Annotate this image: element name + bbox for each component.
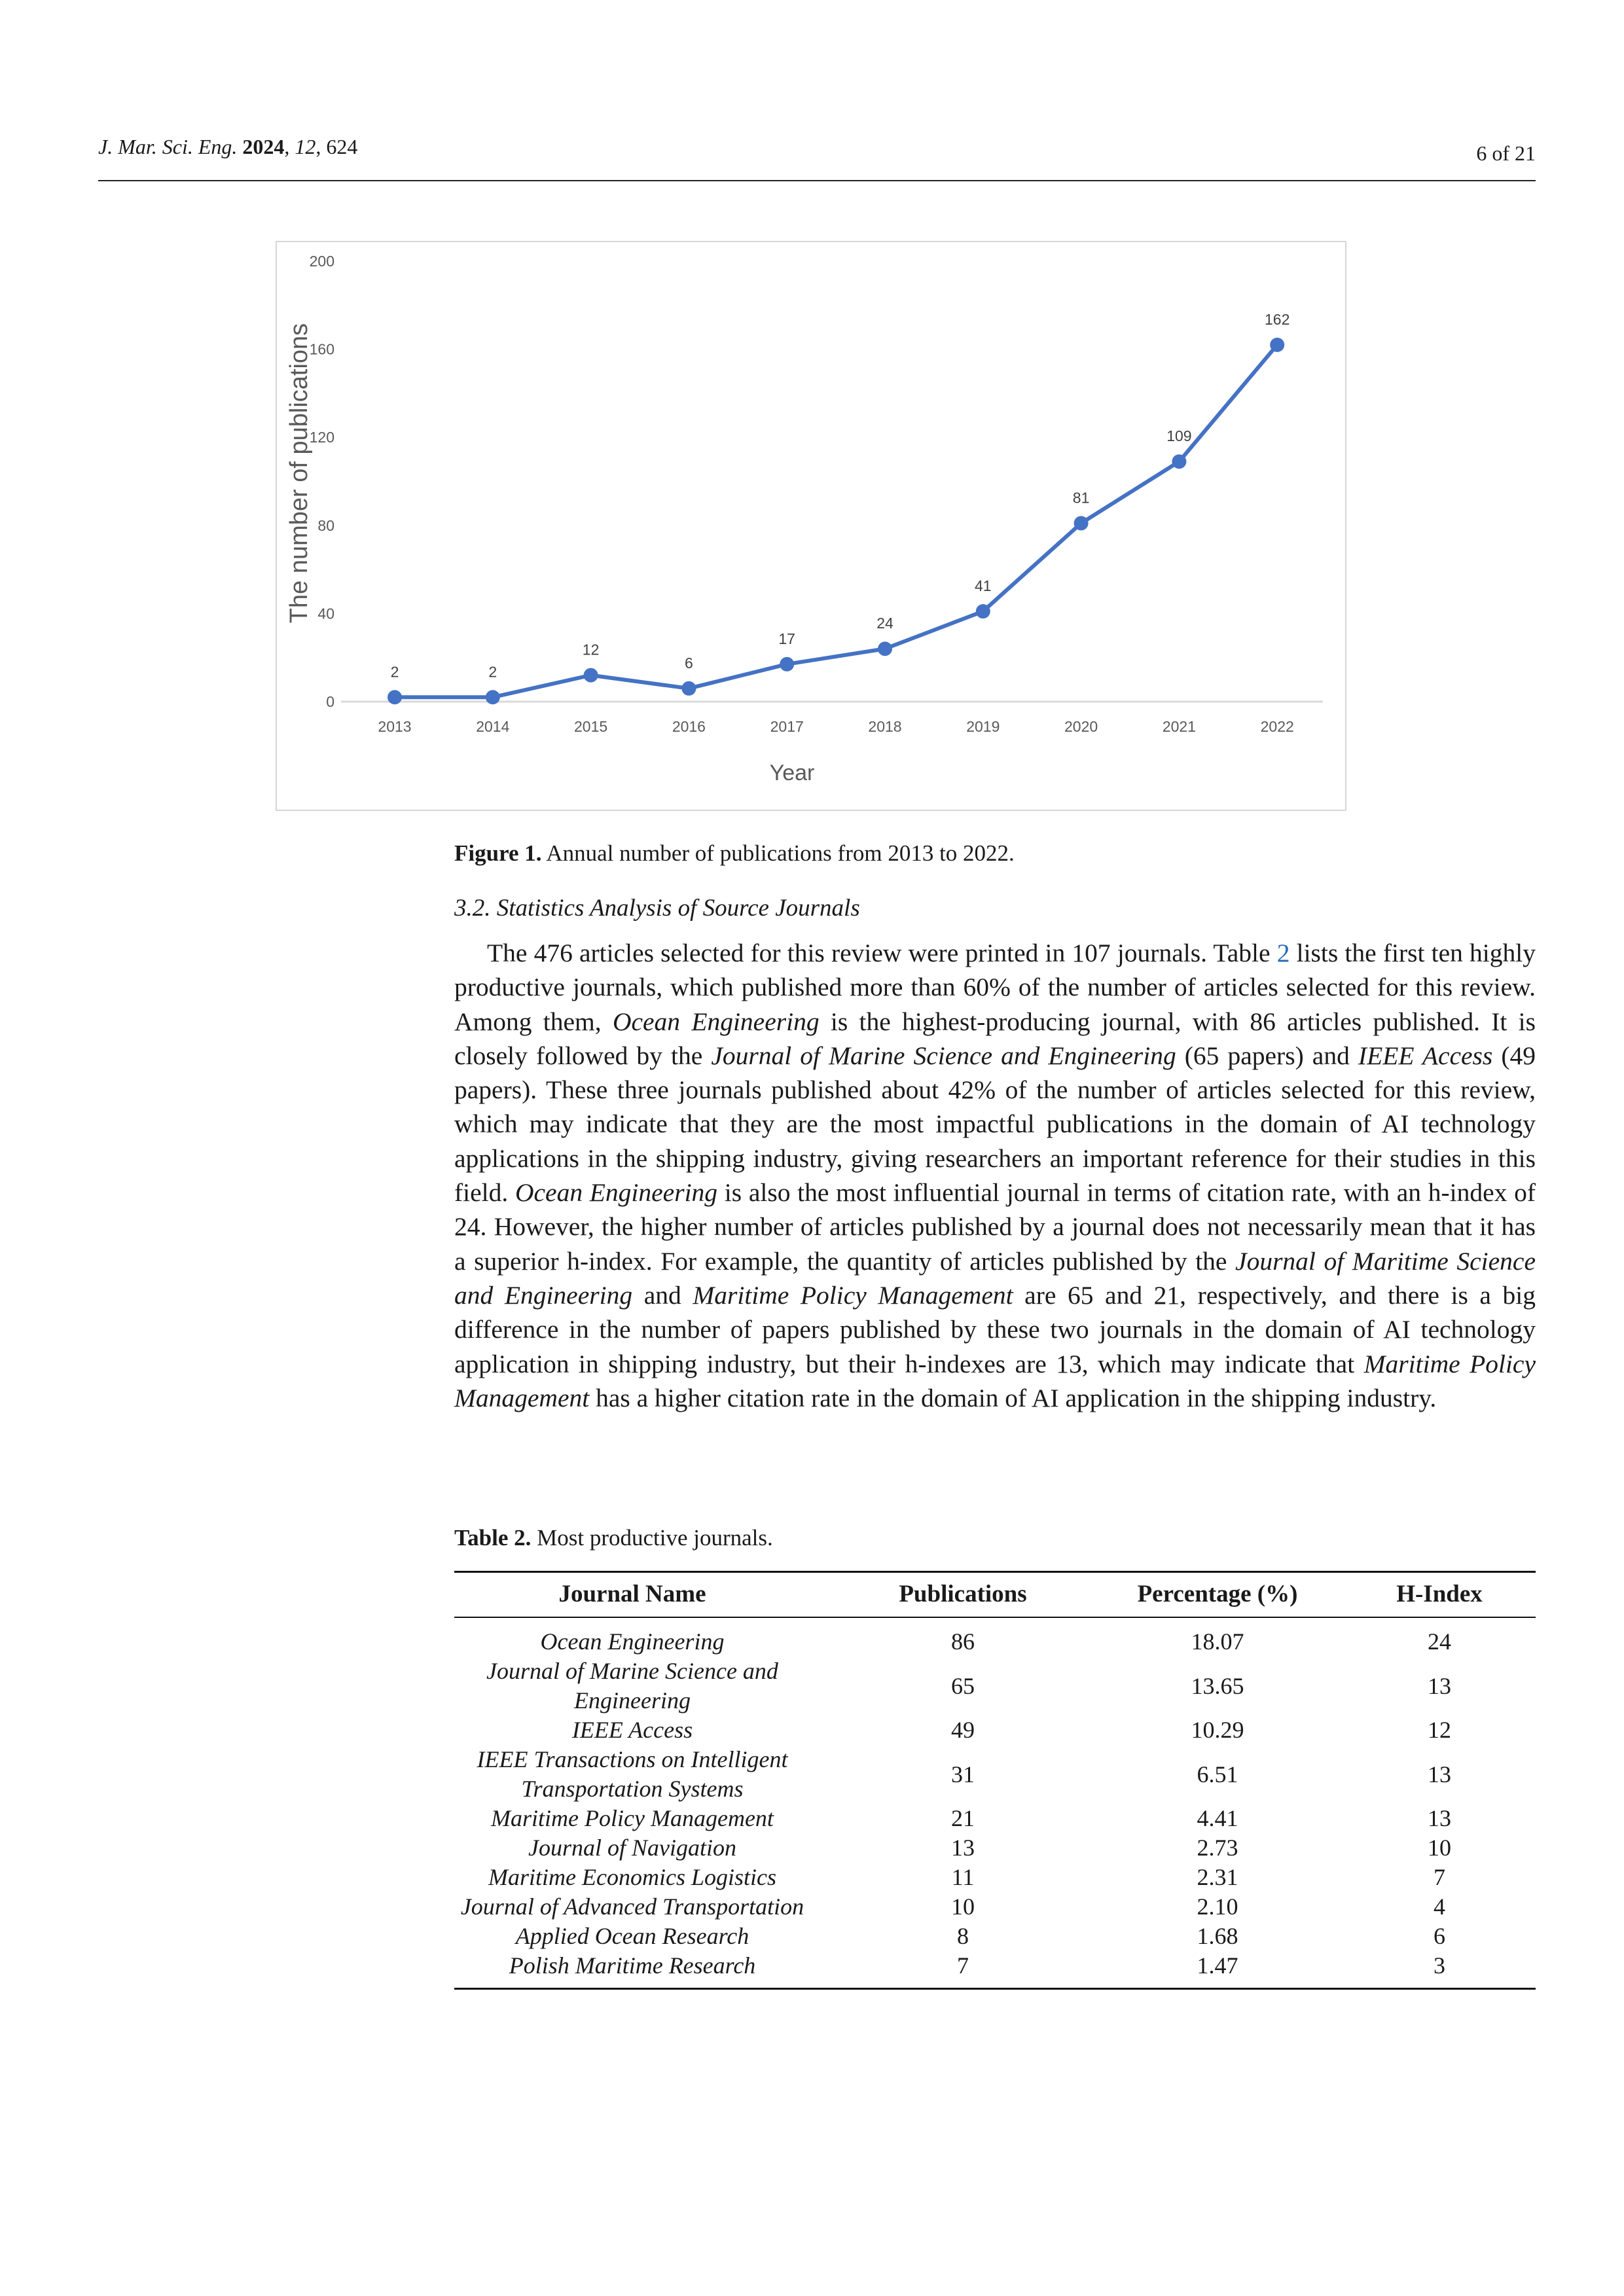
table-top-rule [454,1571,1536,1573]
publications-cell: 8 [957,1923,969,1949]
data-label: 17 [778,630,795,647]
publications-cell: 49 [951,1717,975,1743]
journal-name-cell [454,1657,810,1715]
figure-caption-text: Annual number of publications from 2013 to 2022. [546,840,1015,866]
table-caption [454,1525,773,1551]
h-index-cell: 12 [1428,1717,1451,1743]
h-index-cell: 13 [1428,1761,1451,1787]
header-percentage: Percentage (%) [1137,1581,1298,1607]
journal-year: 2024 [242,135,285,158]
journal-name-line: IEEE Transactions on Intelligent [477,1746,788,1772]
publications-line-chart [277,242,1345,810]
header-rule [98,180,1536,181]
x-axis-title: Year [769,761,815,785]
journal-name-line: Journal of Marine Science and [486,1658,778,1684]
paragraph-text: (49 papers). These three journals published about 42% of the number of articles selected for this review, which may indicate that they are the most impactful publications in the domain of AI technology applications in the shipping industry, giving researchers an important reference for their studies in this field. [454,1041,1536,1208]
journal-name-cell [454,1804,810,1833]
series-line [395,345,1277,697]
journal-name-line: Maritime Economics Logistics [488,1864,776,1890]
data-point [1074,516,1089,530]
y-tick-label: 200 [309,253,334,270]
table-reference-link[interactable]: 2 [1276,939,1290,967]
figure-caption-label: Figure 1. [454,840,542,866]
journal-name-cell [454,1863,810,1892]
publications-cell: 86 [951,1628,975,1655]
page-number: 6 of 21 [1476,141,1536,165]
h-index-cell: 3 [1434,1952,1445,1979]
journal-name-cell [454,1745,810,1804]
section-title: 3.2. Statistics Analysis of Source Journals [454,895,860,922]
table-caption-label: Table 2. [454,1525,532,1551]
publications-cell: 31 [951,1761,975,1787]
journal-title-italic: Maritime Policy Management [454,1349,1536,1412]
data-point [878,641,892,656]
y-tick-label: 0 [326,693,334,710]
paragraph-text: lists the first ten highly productive journals, which published more than 60% of the number of articles selected for this review. Among them, [454,939,1536,1036]
publications-cell: 7 [957,1952,969,1979]
data-point [681,681,696,696]
data-label: 41 [975,577,992,595]
y-tick-label: 160 [309,340,334,358]
paragraph-text: is the highest-producing journal, with 86 articles published. It is closely followed by the [454,1007,1536,1070]
percentage-cell: 2.31 [1197,1864,1238,1890]
data-point [388,690,402,704]
journal-name-line: Applied Ocean Research [515,1923,749,1949]
publications-cell: 10 [951,1893,975,1920]
data-label: 6 [685,654,693,672]
journal-abbrev: J. Mar. Sci. Eng. [98,135,238,158]
paragraph-text: The 476 articles selected for this review were printed in 107 journals. Table [487,939,1277,967]
paragraph-text: is also the most influential journal in terms of citation rate, with an h-index of 24. However, the higher number of articles published by a journal does not necessarily mean that it has a superior h-index. For example, the quantity of articles published by the [454,1178,1536,1276]
paragraph-text: are 65 and 21, respectively, and there is a big difference in the number of papers published by these two journals in the domain of AI technology application in shipping industry, but their h-indexes are 13, which may indicate that [454,1280,1536,1378]
percentage-cell: 2.10 [1197,1893,1238,1920]
journal-name-line: Polish Maritime Research [509,1952,756,1979]
figure-caption [454,840,1015,867]
h-index-cell: 4 [1434,1893,1445,1920]
x-tick-label: 2017 [770,718,804,735]
y-tick-label: 40 [317,605,334,622]
data-label: 81 [1072,489,1090,507]
x-tick-label: 2016 [672,718,706,735]
header-journal-name: Journal Name [558,1581,706,1607]
journal-name-line: Ocean Engineering [540,1628,725,1655]
h-index-cell: 13 [1428,1805,1451,1831]
data-point [976,604,990,619]
publications-cell: 11 [951,1864,975,1890]
data-label: 162 [1265,310,1290,328]
journal-name-line: IEEE Access [571,1717,693,1743]
journal-title-italic: IEEE Access [1358,1041,1493,1070]
journal-name-line: Journal of Advanced Transportation [460,1893,804,1920]
journal-title-italic: Journal of Maritime Science and Engineering [454,1246,1536,1310]
data-point [780,657,794,672]
running-header [98,135,1536,181]
x-tick-label: 2019 [966,718,1000,735]
data-label: 12 [582,641,600,658]
x-tick-label: 2013 [378,718,412,735]
h-index-cell: 7 [1434,1864,1445,1890]
journal-article: 624 [326,135,358,158]
journal-name-cell [454,1892,810,1922]
journal-title-italic: Journal of Marine Science and Engineering [711,1041,1176,1070]
data-label: 2 [488,663,497,681]
paragraph-text: and [632,1280,693,1310]
figure-1 [276,241,1346,811]
data-label: 24 [876,615,893,632]
table-header-rule [454,1617,1536,1618]
journal-name-cell [454,1922,810,1951]
journal-title-italic: Ocean Engineering [514,1178,718,1208]
header-publications: Publications [899,1581,1027,1607]
journal-name-cell [454,1627,810,1657]
data-point [1172,454,1186,469]
publications-cell: 65 [951,1672,975,1699]
y-tick-label: 80 [317,516,334,534]
x-tick-label: 2018 [868,718,902,735]
h-index-cell: 13 [1428,1672,1451,1699]
percentage-cell: 10.29 [1191,1717,1244,1743]
x-tick-label: 2022 [1260,718,1294,735]
h-index-cell: 24 [1428,1628,1451,1655]
percentage-cell: 13.65 [1191,1672,1244,1699]
percentage-cell: 18.07 [1191,1628,1244,1655]
body-paragraph [454,936,1536,1415]
journal-name-line: Journal of Navigation [528,1835,736,1861]
y-axis-title: The number of publications [285,323,313,624]
percentage-cell: 4.41 [1197,1805,1238,1831]
data-point [584,668,598,683]
journal-name-line: Maritime Policy Management [491,1805,774,1831]
journal-title-italic: Maritime Policy Management [693,1280,1013,1310]
x-tick-label: 2014 [476,718,510,735]
percentage-cell: 1.68 [1197,1923,1238,1949]
x-tick-label: 2021 [1162,718,1196,735]
journal-name-cell [454,1715,810,1745]
data-label: 2 [390,663,399,681]
data-label: 109 [1166,427,1192,445]
data-point [1270,338,1284,352]
h-index-cell: 6 [1434,1923,1445,1949]
data-point [486,690,500,704]
journal-name-line: Transportation Systems [521,1776,744,1802]
publications-cell: 13 [951,1835,975,1861]
h-index-cell: 10 [1428,1835,1451,1861]
paragraph-text: has a higher citation rate in the domain of AI application in the shipping industry. [589,1383,1437,1412]
x-tick-label: 2015 [574,718,608,735]
paragraph-text: (65 papers) and [1176,1041,1358,1070]
y-tick-label: 120 [309,429,334,446]
percentage-cell: 6.51 [1197,1761,1238,1787]
percentage-cell: 1.47 [1197,1952,1238,1979]
journal-citation: J. Mar. Sci. Eng. 2024, 12, 624 [98,135,358,158]
percentage-cell: 2.73 [1197,1835,1238,1861]
journal-name-line: Engineering [574,1687,691,1713]
journal-name-cell [454,1951,810,1981]
publications-cell: 21 [951,1805,975,1831]
journal-name-cell [454,1833,810,1863]
table-bottom-rule [454,1988,1536,1990]
table-caption-text: Most productive journals. [537,1525,773,1551]
journal-volume: 12 [295,135,316,158]
header-h-index: H-Index [1396,1581,1483,1607]
x-tick-label: 2020 [1064,718,1098,735]
journal-title-italic: Ocean Engineering [612,1007,820,1036]
